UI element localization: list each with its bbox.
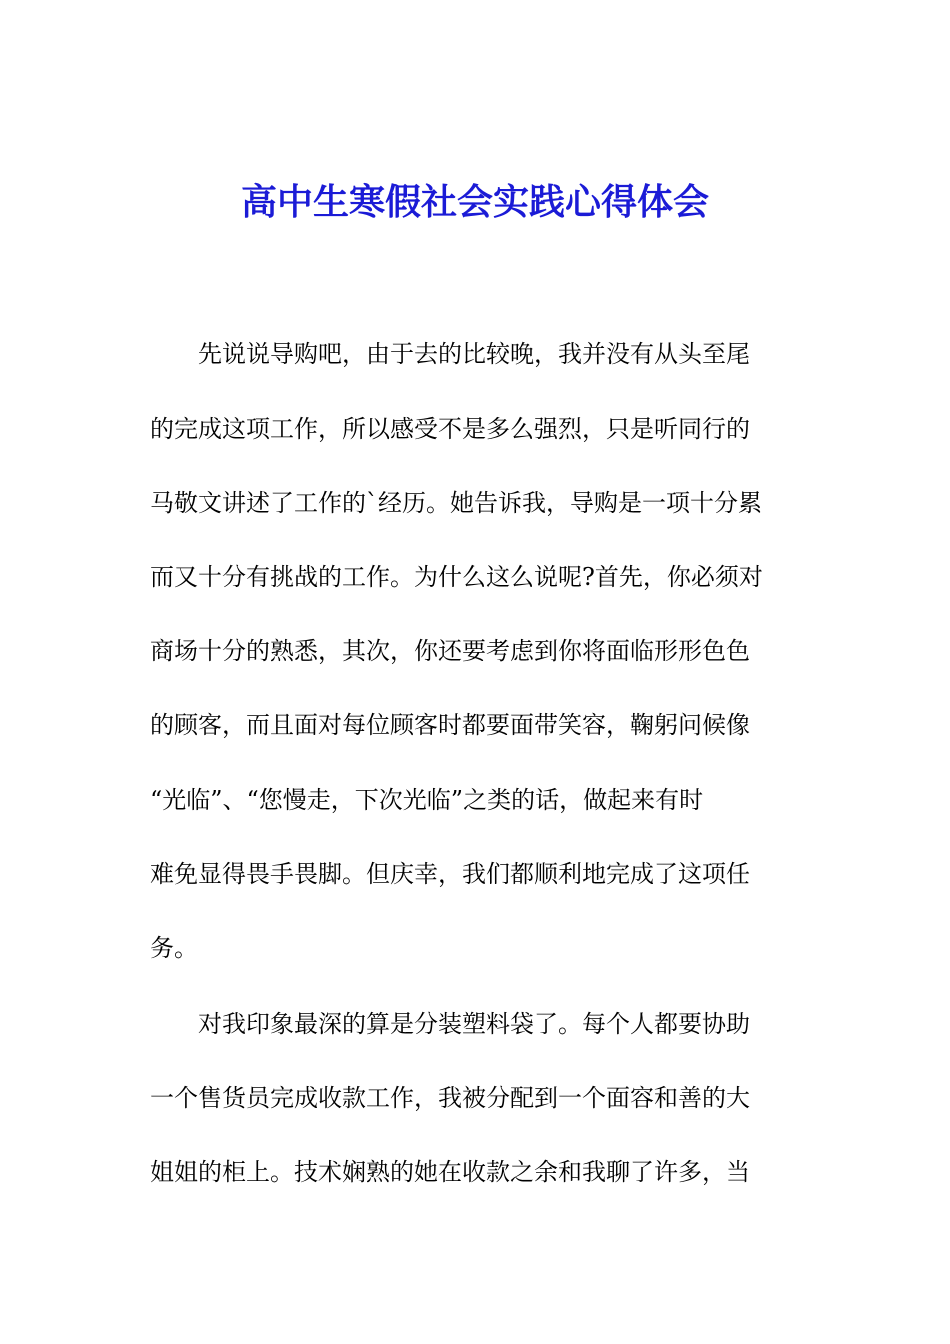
paragraph-line: 姐姐的柜上。技术娴熟的她在收款之余和我聊了许多，当 xyxy=(150,1158,750,1186)
paragraph-line: 的顾客，而且面对每位顾客时都要面带笑容，鞠躬问候像 xyxy=(150,711,750,739)
paragraph-line: “光临”、“您慢走，下次光临”之类的话，做起来有时 xyxy=(150,786,704,814)
paragraph-line: 务。 xyxy=(150,934,198,962)
paragraph-line: 先说说导购吧，由于去的比较晚，我并没有从头至尾 xyxy=(150,340,750,368)
paragraph-line: 对我印象最深的算是分装塑料袋了。每个人都要协助 xyxy=(150,1010,750,1038)
paragraph-line: 商场十分的熟悉，其次，你还要考虑到你将面临形形色色 xyxy=(150,637,750,665)
document-title: 高中生寒假社会实践心得体会 xyxy=(240,181,709,223)
paragraph-line: 难免显得畏手畏脚。但庆幸，我们都顺利地完成了这项任 xyxy=(150,860,750,888)
paragraph-line: 而又十分有挑战的工作。为什么这么说呢?首先，你必须对 xyxy=(150,563,763,591)
paragraph-line: 的完成这项工作，所以感受不是多么强烈，只是听同行的 xyxy=(150,415,750,443)
paragraph-line: 一个售货员完成收款工作，我被分配到一个面容和善的大 xyxy=(150,1084,750,1112)
paragraph-line: 马敬文讲述了工作的`经历。她告诉我，导购是一项十分累 xyxy=(150,489,762,517)
